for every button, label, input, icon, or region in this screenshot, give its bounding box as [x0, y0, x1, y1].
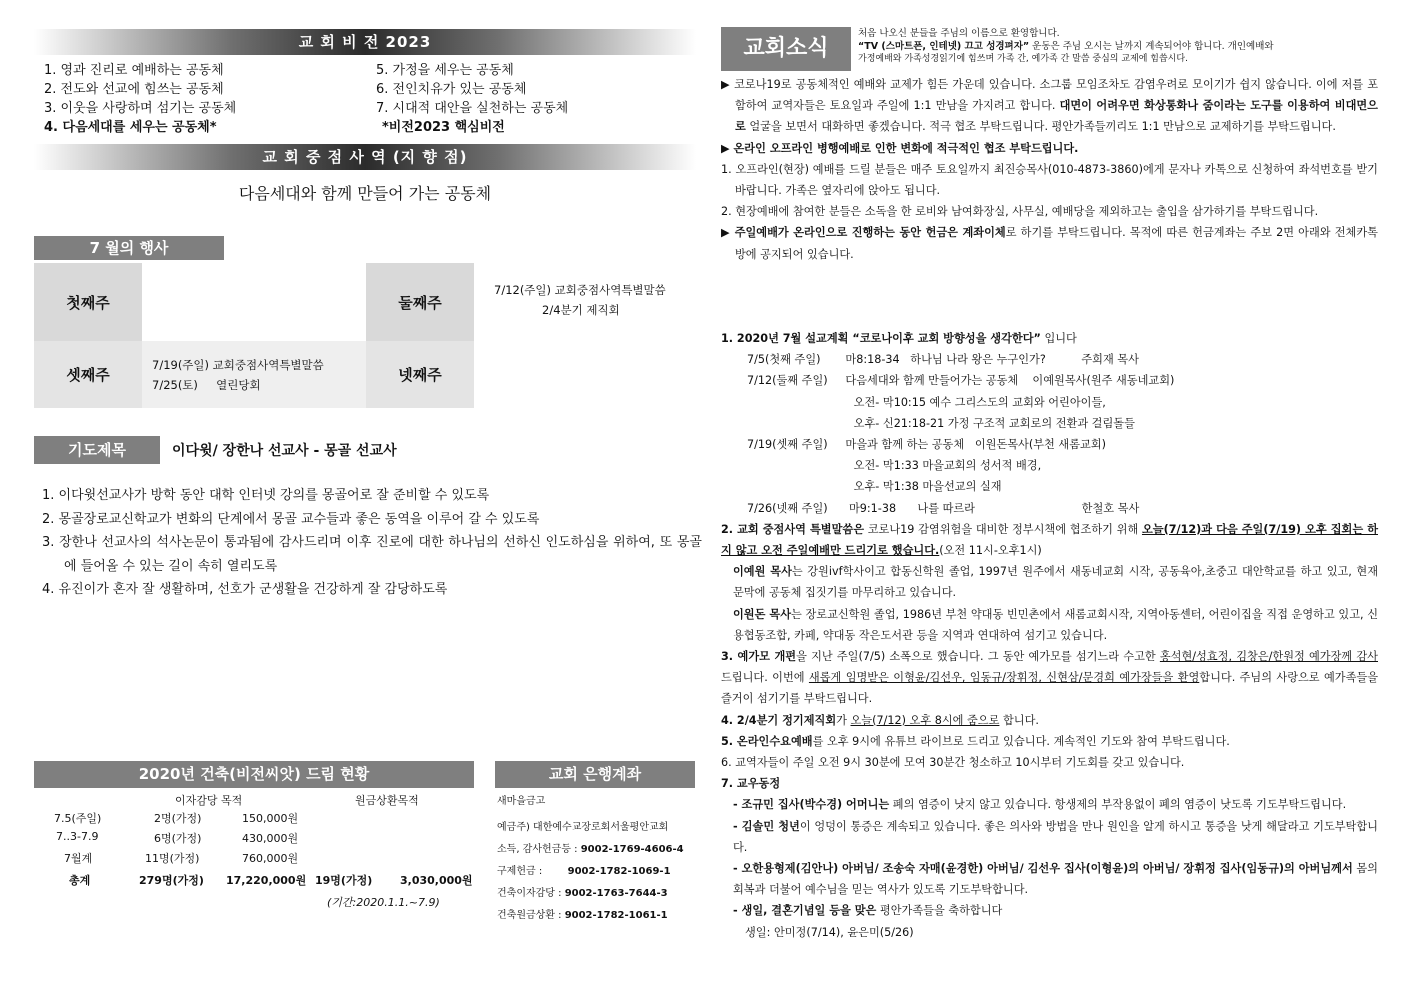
vision-item: 3. 이웃을 사랑하며 섬기는 공동체: [44, 101, 237, 116]
news-paragraph: [721, 858, 1378, 900]
news-paragraph: [721, 74, 1378, 138]
news-paragraph: 생일: 안미정(7/14), 윤은미(5/26): [745, 925, 914, 939]
account-label: 소득, 감사헌금등 :: [497, 844, 581, 855]
account-number: 9002-1782-1069-1: [567, 866, 671, 877]
news-paragraph: 2. 현장예배에 참여한 분들은 소독을 한 로비와 남여화장실, 사무실, 예배당을 제외하고는 출입을 삼가하기를 부탁드립니다.: [721, 205, 1319, 219]
text-run-bold: - 생일, 결혼기념일 등을 맞은: [733, 904, 877, 918]
row-amount: 150,000원: [242, 812, 299, 825]
vision-item: 1. 영과 진리로 예배하는 공동체: [44, 63, 224, 78]
text-run-bold: 1. 2020년 7월 설교계획 “코로나이후 교회 방향성을 생각한다”: [721, 332, 1041, 345]
event-line: 7/25(토) 열린당회: [152, 378, 261, 392]
sermon-line: 오전- 막10:15 예수 그리스도의 교회와 어린아이들,: [747, 395, 1106, 409]
account-number: 9002-1782-1061-1: [564, 910, 668, 921]
vision-header: 교 회 비 전 2023: [34, 29, 696, 55]
account-label: 건축이자감당 :: [497, 888, 565, 899]
vision-item: 2. 전도와 선교에 힘쓰는 공동체: [44, 82, 224, 97]
text-run-bold: 2. 교회 중점사역 특별말씀은: [721, 522, 865, 536]
news-paragraph: [721, 138, 1378, 159]
news-paragraph: [721, 731, 1378, 752]
text-run-bold: - 조규민 집사(박수경) 어머니는: [733, 798, 890, 812]
vision-item: 7. 시대적 대안을 실천하는 공동체: [376, 101, 569, 116]
text-run-bold: 이예원 목사: [733, 565, 792, 579]
row-date: 7.5(주일): [54, 812, 102, 825]
event-line: 2/4분기 제직회: [542, 303, 620, 317]
text-run-underline: 새롭게 임명받은 이형윤/김선우, 임동규/장휘정, 신현삼/문경희 예가장들을 환영: [808, 671, 1200, 685]
period-note: (기간:2020.1.1.~7.9): [327, 896, 440, 909]
news-paragraph: [721, 794, 1378, 815]
sermon-line: 오후- 막1:38 마을선교의 실재: [747, 480, 1002, 494]
event-line: 7/12(주일) 교회중점사역특별말씀: [494, 283, 666, 297]
news-paragraph: [721, 773, 1378, 794]
row-amount: 760,000원: [242, 852, 299, 865]
intro-text: 운동은 주님 오시는 날까지 계속되어야 합니다. 개인예배와: [1029, 41, 1274, 52]
total-amount: 17,220,000원: [226, 874, 307, 887]
row-count: 2명(가정): [154, 812, 202, 825]
text-run: 이 엉덩이 통증은 계속되고 있습니다. 좋은 의사와 방법을 만나 원인을 알게 하시고 통증을 낫게 해달라고 기도부탁합니다.: [733, 819, 1378, 854]
text-run: 는 장로교신학원 졸업, 1986년 부천 약대동 빈민촌에서 새롬교회시작, 지역아동센터, 어린이집을 직접 운영하고 있고, 신용협동조합, 카페, 약대동 작은도서관 등을 지역과 연대하여 섬기고 있습니다.: [733, 607, 1379, 642]
sermon-line: 7/26(넷째 주일) 마9:1-38 나를 따르라 한철호 목사: [747, 501, 1140, 515]
text-run: 는 강원ivf학사이고 합동신학원 졸업, 1997년 원주에서 새동네교회 시작, 공동육아,초중고 대안학교를 하고 있고, 현재 문막에 공동체 집짓기를 마무리하고 있습니다.: [733, 565, 1378, 600]
sermon-line: 7/12(둘째 주일) 다음세대와 함께 만들어가는 공동체 이예원목사(원주 새동네교회): [747, 374, 1175, 388]
account-label: 건축원금상환 :: [497, 910, 565, 921]
vision-item: 6. 전인치유가 있는 공동체: [376, 82, 527, 97]
row-count: 6명(가정): [154, 832, 202, 845]
news-paragraph: [721, 900, 1378, 921]
prayer-list: [42, 484, 702, 602]
news-paragraph: [721, 710, 1378, 731]
text-run: 을 지난 주일(7/5) 소폭으로 했습니다. 그 동안 예가모를 섬기느라 수고한: [796, 650, 1160, 664]
vision-item: 5. 가정을 세우는 공동체: [376, 63, 514, 78]
news-paragraph: [721, 222, 1378, 264]
event-line: 7/19(주일) 교회중점사역특별말씀: [152, 358, 324, 372]
prayer-header: 기도제목: [34, 436, 160, 464]
news-paragraph: [721, 519, 1378, 561]
week2-cell: 둘째주: [366, 263, 474, 341]
bank-account: [497, 884, 668, 899]
building-table: [34, 790, 484, 910]
text-run: 를 오후 9시에 유튜브 라이브로 드리고 있습니다. 계속적인 기도와 참여 부탁드립니다.: [812, 734, 1230, 748]
bank-holder: 예금주) 대한예수교장로회서울평안교회: [497, 822, 669, 833]
vision-item-core: 4. 다음세대를 세우는 공동체*: [44, 120, 217, 135]
row-date: 7월계: [64, 852, 93, 865]
text-run: 입니다: [1040, 332, 1077, 345]
week4-cell: 넷째주: [366, 341, 474, 408]
vision-list-left: [44, 61, 236, 137]
week1-cell: 첫째주: [34, 263, 142, 341]
focus-text: 다음세대와 함께 만들어 가는 공동체: [238, 184, 492, 203]
intro-line: [858, 40, 1378, 53]
bank-account: [497, 906, 668, 921]
text-run-bold: 5. 온라인수요예배: [721, 734, 813, 748]
text-run-bold: 대면이 어려우면 화상통화나 줌이라는 도구를 이용하여 비대면으로: [735, 99, 1378, 134]
text-run: ▶ 코로나19로 공동체적인 예배와 교제가 힘든 가운데 있습니다. 소그룹 모임조차도 감염우려로 모이기가 쉽지 않습니다. 이에 저를 포함하여 교역자들은 토요일과 주일에 1:1 만남을 가지려고 합니다.: [721, 78, 1378, 113]
sermon-line: 오후- 신21:18-21 가정 구조적 교회로의 전환과 걸림돌들: [747, 416, 1135, 430]
news-body-main: [721, 328, 1378, 943]
vision-list-right: [376, 61, 568, 137]
sermon-line: 오전- 막1:33 마을교회의 성서적 배경,: [747, 459, 1042, 473]
prayer-item: 4. 유진이가 혼자 잘 생활하며, 선호가 군생활을 건강하게 잘 감당하도록: [42, 582, 448, 597]
intro-line: 가정예배와 가족성경읽기에 힘쓰며 가족 간, 예가족 간 말씀 중심의 교제에 힘씁시다.: [858, 54, 1188, 64]
text-run-underline: 오늘(7/12) 오후 8시에 줌으로: [850, 713, 1000, 727]
news-paragraph: [721, 604, 1378, 646]
sermon-line: 7/19(셋째 주일) 마을과 함께 하는 공동체 이원돈목사(부천 새롬교회): [747, 438, 1106, 452]
text-run: 몸의 회복과 더불어 예수님을 믿는 역사가 있도록 기도부탁합니다.: [733, 862, 1378, 897]
text-run: 합니다. 주님의 사랑으로 예가족들을 즐거이 섬기기를 부탁드립니다.: [721, 671, 1378, 706]
news-paragraph: 6. 교역자들이 주일 오전 9시 30분에 모여 30분간 청소하고 10시부터 기도회를 갖고 있습니다.: [721, 756, 1185, 770]
prayer-subject: 이다윗/ 장한나 선교사 - 몽골 선교사: [172, 443, 397, 459]
news-paragraph: [721, 328, 1378, 349]
news-header: 교회소식: [721, 27, 851, 71]
total-count: 279명(가정): [139, 874, 204, 887]
prayer-item: 1. 이다윗선교사가 방학 동안 대학 인터넷 강의를 몽골어로 잘 준비할 수 있도록: [42, 488, 490, 503]
intro-line: 처음 나오신 분들을 주님의 이름으로 환영합니다.: [858, 28, 1060, 39]
account-number: 9002-1763-7644-3: [564, 888, 668, 899]
text-run-bold: 오늘(7/12)과 다음 주일(7/19) 오후 집회는 하지 않고 오전 주일예배만 드리기로 했습니다.: [721, 522, 1378, 558]
week3-cell: 셋째주: [34, 341, 142, 408]
bank-account: [497, 862, 671, 877]
intro-campaign: “TV (스마트폰, 인테넷) 끄고 성경펴자”: [858, 41, 1030, 52]
news-paragraph: [721, 561, 1378, 603]
text-run: 로 하기를 부탁드립니다. 목적에 따른 헌금계좌는 주보 2면 아래와 전체카톡방에 공지되어 있습니다.: [735, 226, 1378, 261]
col-header: 원금상환목적: [355, 794, 419, 807]
sermon-line: 7/5(첫째 주일) 마8:18-34 하나님 나라 왕은 누구인가? 주희재 목사: [747, 353, 1139, 367]
text-run-bold: 4. 2/4분기 정기제직회: [721, 713, 837, 727]
text-run-bold: ▶ 주일예배가 온라인으로 진행하는 동안 헌금은 계좌이체: [721, 226, 1006, 240]
total-amount2: 3,030,000원: [400, 874, 473, 887]
text-run: 드립니다. 이번에: [721, 671, 809, 685]
col-header: 이자감당 목적: [175, 794, 243, 807]
text-run-bold: 7. 교우동정: [721, 777, 781, 791]
news-intro: [858, 27, 1378, 66]
text-run-bold: ▶ 온라인 오프라인 병행예배로 인한 변화에 적극적인 협조 부탁드립니다.: [721, 141, 1079, 155]
text-run-underline: 홍석현/성효정, 김창은/한원정 예가장께 감사: [1159, 650, 1378, 664]
account-number: 9002-1769-4606-4: [580, 844, 684, 855]
row-count: 11명(가정): [145, 852, 200, 865]
news-paragraph: 1. 오프라인(현장) 예배를 드릴 분들은 매주 토요일까지 최진승목사(010-4873-3860)에게 문자나 카톡으로 신청하여 좌석번호를 받기 바랍니다. 가족은 옆자리에 앉아도 됩니다.: [721, 162, 1378, 198]
text-run: 합니다.: [999, 713, 1039, 727]
news-paragraph: [721, 816, 1378, 858]
row-amount: 430,000원: [242, 832, 299, 845]
text-run: 평안가족들을 축하합니다: [876, 904, 1003, 918]
bank-account: [497, 840, 684, 855]
text-run: 코로나19 감염위험을 대비한 정부시책에 협조하기 위해: [864, 522, 1142, 536]
events-header: 7 월의 행사: [34, 236, 224, 260]
text-run-bold: 3. 예가모 개편: [721, 650, 797, 664]
row-date: 7..3-7.9: [56, 830, 99, 843]
news-body-top: [721, 74, 1378, 265]
prayer-item: 2. 몽골장로교신학교가 변화의 단계에서 몽골 교수들과 좋은 동역을 이루어 갈 수 있도록: [42, 511, 540, 527]
total-label: 총계: [69, 874, 91, 887]
building-header: 2020년 건축(비전씨앗) 드림 현황: [34, 761, 474, 788]
week2-events: [494, 280, 666, 320]
text-run: 얼굴을 보면서 대화하면 좋겠습니다. 적극 협조 부탁드립니다. 평안가족들끼리도 1:1 만남으로 교제하기를 부탁드립니다.: [745, 120, 1336, 134]
account-label: 구제헌금 :: [497, 866, 568, 877]
text-run: (오전 11시-오후1시): [939, 544, 1042, 558]
text-run: 가: [836, 713, 851, 727]
bank-header: 교회 은행계좌: [495, 761, 695, 788]
text-run-bold: 이원돈 목사: [733, 607, 792, 621]
text-run-bold: - 오한용형제(김안나) 아버님/ 조송숙 자매(윤경한) 아버님/ 김선우 집사(이형윤)의 아버님/ 장휘정 집사(임동규)의 아버님께서: [733, 862, 1353, 876]
news-paragraph: [721, 646, 1378, 710]
week3-events: [152, 355, 324, 395]
total-count2: 19명(가정): [315, 874, 373, 887]
bank-name: 새마을금고: [497, 796, 546, 807]
text-run-bold: - 김솔민 청년: [733, 819, 800, 833]
prayer-item: 3. 장한나 선교사의 석사논문이 통과됨에 감사드리며 이후 진로에 대한 하나님의 선하신 인도하심을 위하여, 또 몽골에 들어올 수 있는 길이 속히 열리도록: [42, 535, 702, 574]
text-run: 폐의 염증이 낫지 않고 있습니다. 항생제의 부작용없이 폐의 염증이 낫도록 기도부탁드립니다.: [889, 798, 1347, 812]
focus-header: 교 회 중 점 사 역 (지 향 점): [34, 144, 696, 170]
vision-core-note: *비전2023 핵심비전: [382, 120, 505, 135]
